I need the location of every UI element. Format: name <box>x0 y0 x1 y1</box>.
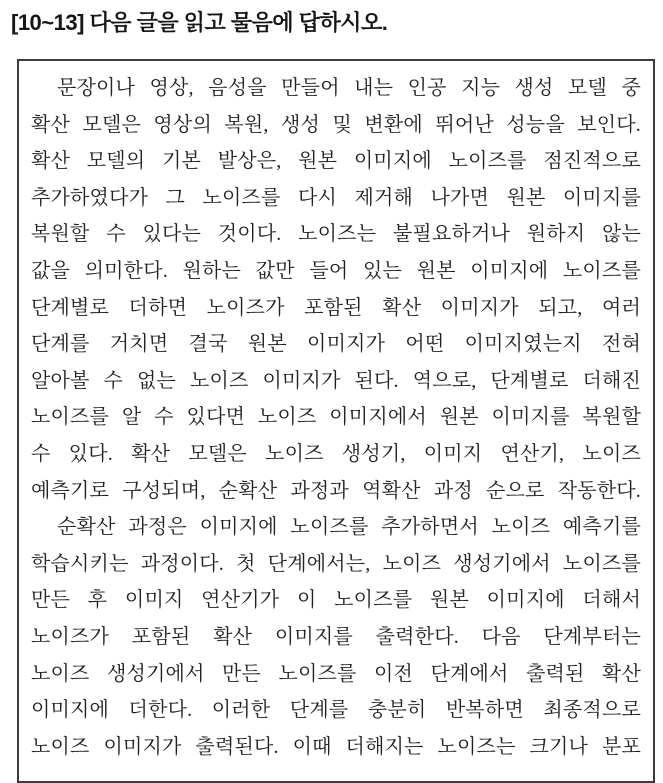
text-line: 예측기로 구성되며, 순확산 과정과 역확산 과정 순으로 작동한다. <box>31 479 641 502</box>
text-line: 알아볼 수 없는 노이즈 이미지가 된다. 역으로, 단계별로 더해진 <box>31 369 641 392</box>
text-line: 만든 후 이미지 연산기가 이 노이즈를 원본 이미지에 더해서 <box>31 589 641 612</box>
text-line: 수 있다. 확산 모델은 노이즈 생성기, 이미지 연산기, 노이즈 <box>31 442 641 465</box>
text-line: 노이즈가 포함된 확산 이미지를 출력한다. 다음 단계부터는 <box>31 625 641 648</box>
text-line: 이미지에 더한다. 이러한 단계를 충분히 반복하면 최종적으로 <box>31 699 641 722</box>
text-line: 단계별로 더하면 노이즈가 포함된 확산 이미지가 되고, 여러 <box>31 296 641 319</box>
text-line: 추가하였다가 그 노이즈를 다시 제거해 나가면 원본 이미지를 <box>31 186 641 209</box>
text-line: 노이즈를 알 수 있다면 노이즈 이미지에서 원본 이미지를 복원할 <box>31 406 641 429</box>
text-line: 학습시키는 과정이다. 첫 단계에서는, 노이즈 생성기에서 노이즈를 <box>31 552 641 575</box>
text-line: 순확산 과정은 이미지에 노이즈를 추가하면서 노이즈 예측기를 <box>57 516 641 539</box>
text-line: 단계를 거치면 결국 원본 이미지가 어떤 이미지였는지 전혀 <box>31 333 641 356</box>
passage-paragraph <box>31 509 641 765</box>
text-line: 확산 모델의 기본 발상은, 원본 이미지에 노이즈를 점진적으로 <box>31 150 641 173</box>
text-line: 노이즈 이미지가 출력된다. 이때 더해지는 노이즈는 크기나 분포 <box>31 735 641 758</box>
text-line: 값을 의미한다. 원하는 값만 들어 있는 원본 이미지에 노이즈를 <box>31 259 641 282</box>
question-range-header: [10~13] 다음 글을 읽고 물음에 답하시오. <box>11 10 388 35</box>
text-line: 복원할 수 있다는 것이다. 노이즈는 불필요하거나 원하지 않는 <box>31 223 641 246</box>
passage-paragraph <box>31 70 641 509</box>
text-line: 문장이나 영상, 음성을 만들어 내는 인공 지능 생성 모델 중 <box>57 77 641 99</box>
passage-box <box>17 59 655 783</box>
text-line: 노이즈 생성기에서 만든 노이즈를 이전 단계에서 출력된 확산 <box>31 662 641 685</box>
text-line: 확산 모델은 영상의 복원, 생성 및 변환에 뛰어난 성능을 보인다. <box>31 113 641 136</box>
